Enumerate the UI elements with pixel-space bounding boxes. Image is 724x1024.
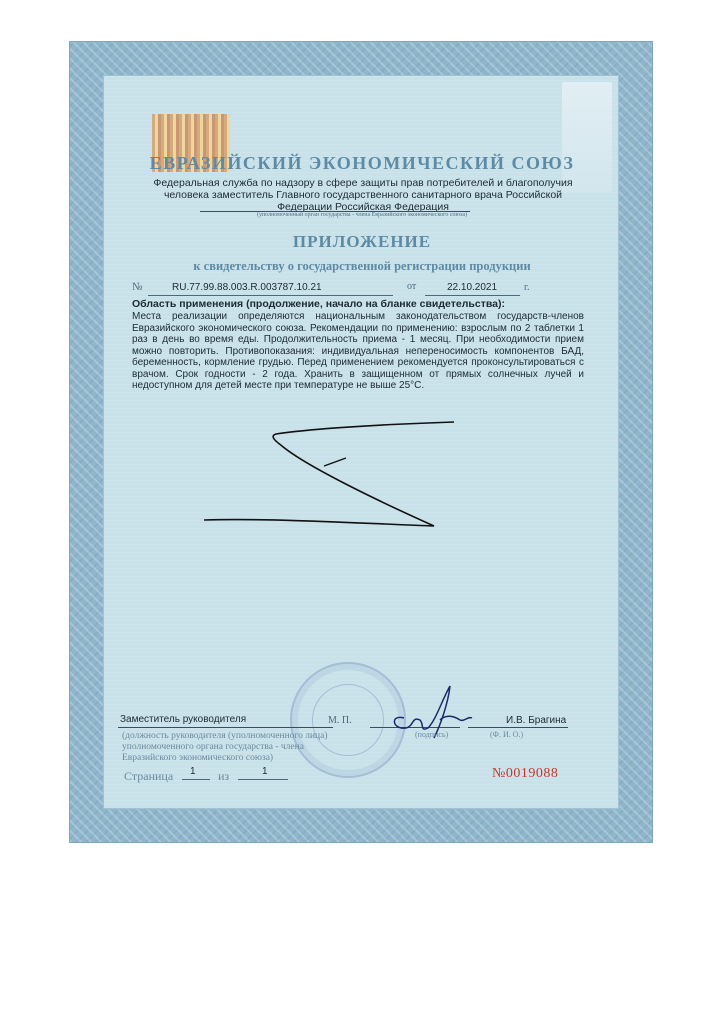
page-label: Страница — [124, 769, 174, 783]
page-total-underline — [238, 779, 288, 780]
position-caption: (должность руководителя (уполномоченного лица) уполномоченного органа государства - члена Евразийского экономического союза) — [122, 731, 328, 763]
position-line — [118, 727, 333, 728]
registration-date: 22.10.2021 — [447, 282, 498, 293]
page-total: 1 — [262, 766, 268, 777]
page-number-underline — [182, 779, 210, 780]
union-title: ЕВРАЗИЙСКИЙ ЭКОНОМИЧЕСКИЙ СОЮЗ — [149, 153, 575, 173]
corner-stamp-icon — [562, 82, 612, 192]
deputy-title: Заместитель руководителя — [120, 714, 247, 725]
registration-number: RU.77.99.88.003.R.003787.10.21 — [172, 282, 322, 293]
year-suffix: г. — [524, 282, 530, 293]
appendix-subtitle: к свидетельству о государственной регистрации продукции — [193, 259, 531, 273]
signature-caption: (подпись) — [415, 730, 449, 739]
from-label: от — [407, 281, 417, 292]
seal-place-label: М. П. — [328, 715, 352, 726]
agency-caption: (уполномоченный орган государства - члена Евразийского экономического союза) — [256, 212, 468, 218]
page-of-label: из — [218, 769, 230, 783]
number-underline — [148, 295, 393, 296]
fio-caption: (Ф. И. О.) — [490, 730, 524, 739]
scope-heading: Область применения (продолжение, начало на бланке свидетельства): — [132, 298, 505, 310]
page-number: 1 — [190, 766, 196, 777]
serial-number: №0019088 — [492, 766, 559, 781]
scope-body: Места реализации определяются национальным законодательством государств-членов Евразийского экономического союза. Рекомендации по применению: взрослым по 2 таблетки 1 раз в день во время еды. Продолжительность приема - 1 месяц. При необходимости прием можно повторить. Противопоказания: индивидуальная непереносимость компонентов БАД, беременность, кормление грудью. Перед применением рекомендуется проконсультироваться с врачом. Срок годности - 2 года. Хранить в защищенном от прямых солнечных лучей и недоступном для детей месте при температуре не выше 25°C. — [132, 311, 584, 391]
date-underline — [425, 295, 520, 296]
scribble-signature-icon — [196, 420, 466, 530]
official-name: И.В. Брагина — [506, 715, 567, 726]
name-line — [468, 727, 568, 728]
number-label: № — [132, 281, 143, 293]
appendix-title: ПРИЛОЖЕНИЕ — [292, 232, 432, 251]
agency-name: Федеральная служба по надзору в сфере защиты прав потребителей и благополучия человека заместитель Главного государственного санитарного врача Российской Федерации Российская Федерация — [153, 177, 573, 213]
